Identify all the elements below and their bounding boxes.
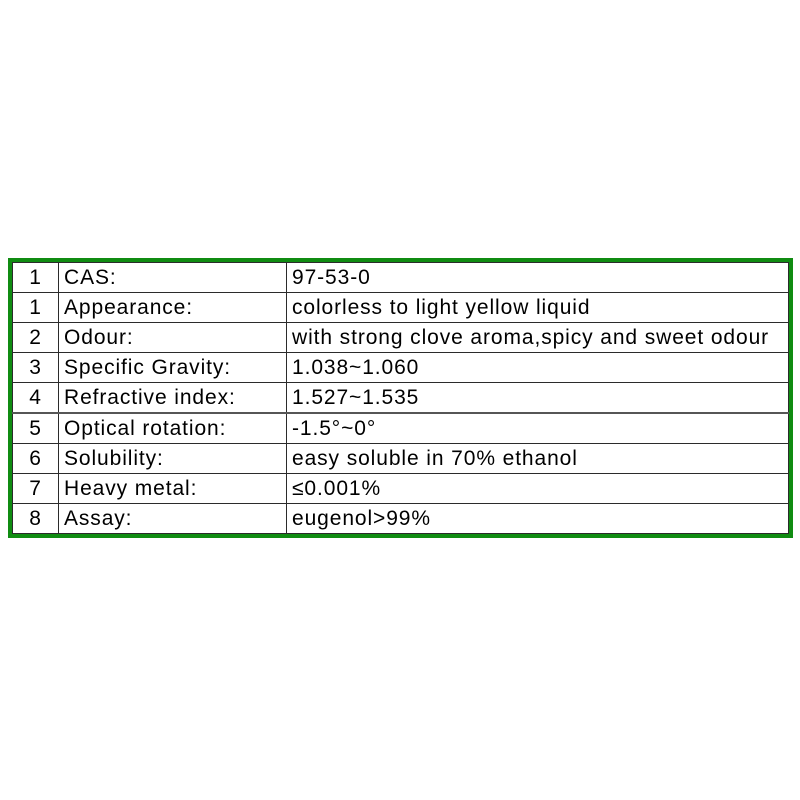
row-number-cell: 3 (13, 353, 59, 383)
property-value-cell: 1.038~1.060 (287, 353, 789, 383)
row-number-cell: 6 (13, 444, 59, 474)
table-row (13, 504, 789, 534)
property-value-cell: 1.527~1.535 (287, 383, 789, 414)
table-row (13, 444, 789, 474)
property-value-cell: ≤0.001% (287, 474, 789, 504)
row-number-cell: 5 (13, 413, 59, 444)
table-row (13, 474, 789, 504)
spec-table (12, 262, 789, 534)
spec-table-frame (8, 258, 793, 538)
property-label-cell: Solubility: (59, 444, 287, 474)
property-label-cell: Heavy metal: (59, 474, 287, 504)
property-value-cell: with strong clove aroma,spicy and sweet odour (287, 323, 789, 353)
property-value-cell: 97-53-0 (287, 263, 789, 293)
property-value-cell: colorless to light yellow liquid (287, 293, 789, 323)
property-label-cell: Optical rotation: (59, 413, 287, 444)
table-row (13, 323, 789, 353)
row-number-cell: 7 (13, 474, 59, 504)
row-number-cell: 1 (13, 293, 59, 323)
property-value-cell: -1.5°~0° (287, 413, 789, 444)
row-number-cell: 8 (13, 504, 59, 534)
table-row (13, 293, 789, 323)
property-label-cell: Appearance: (59, 293, 287, 323)
table-row (13, 263, 789, 293)
property-label-cell: Odour: (59, 323, 287, 353)
property-label-cell: Specific Gravity: (59, 353, 287, 383)
row-number-cell: 2 (13, 323, 59, 353)
property-label-cell: Assay: (59, 504, 287, 534)
table-row (13, 413, 789, 444)
row-number-cell: 4 (13, 383, 59, 414)
row-number-cell: 1 (13, 263, 59, 293)
property-value-cell: eugenol>99% (287, 504, 789, 534)
property-value-cell: easy soluble in 70% ethanol (287, 444, 789, 474)
table-row (13, 353, 789, 383)
property-label-cell: CAS: (59, 263, 287, 293)
table-row (13, 383, 789, 414)
spec-table-body (13, 263, 789, 534)
property-label-cell: Refractive index: (59, 383, 287, 414)
